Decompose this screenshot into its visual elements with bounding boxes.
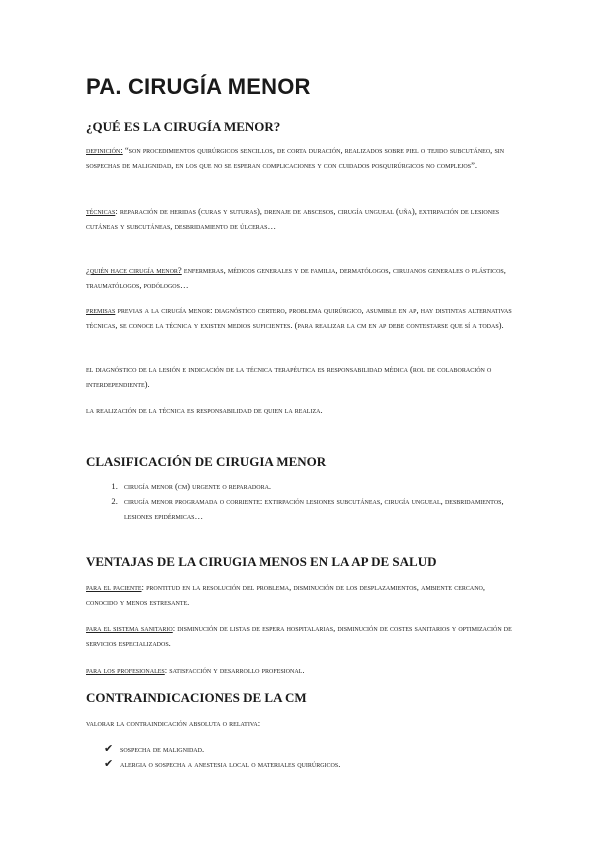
label-quien: ¿quién hace cirugía menor? [86,265,182,275]
list-item-text: sospecha de malignidad. [120,744,205,754]
label-premisas: premisas [86,305,116,315]
text-quien: enfermeras, médicos generales y de familia, dermatólogos, cirujanos generales o plásticos, traumatólogos, podólogos… [86,265,506,290]
paragraph-sistema [86,621,518,651]
label-definicion: definición: [86,145,123,155]
paragraph-profesionales [86,663,518,678]
label-profesionales: para los profesionales [86,665,165,675]
text-tecnicas: : reparación de heridas (curas y suturas), drenaje de abscesos, cirugía ungueal (uña), extirpación de lesiones cutáneas y subcutáneas, desbridamiento de úlceras… [86,206,500,231]
paragraph-contraindicacion-intro: valorar la contraindicación absoluta o relativa: [86,718,261,728]
contraindicaciones-list [104,742,340,772]
list-item [104,757,340,772]
checkmark-icon: ✔ [104,758,114,770]
text-paciente: : prontitud en la resolución del problema, disminución de los desplazamientos, ambiente cercano, conocido y menos estresante. [86,582,486,607]
checkmark-icon: ✔ [104,743,114,755]
paragraph-tecnicas [86,204,518,234]
section-heading-que-es: ¿QUÉ ES LA CIRUGÍA MENOR? [86,119,281,134]
list-item: 2. cirugía menor programada o corriente: extirpación lesiones subcutáneas, cirugía ungueal, desbridamientos, lesiones epidérmicas… [120,494,528,524]
list-item [104,742,340,757]
section-heading-clasificacion: CLASIFICACIÓN DE CIRUGIA MENOR [86,454,327,469]
list-item-text: alergia o sospecha a anestesia local o materiales quirúrgicos. [120,759,341,769]
paragraph-diagnostico: el diagnóstico de la lesión e indicación de la técnica terapéutica es responsabilidad médica (rol de colaboración o interdependiente). [86,364,492,389]
list-item: 1. cirugía menor (cm) urgente o reparadora. [120,479,528,494]
paragraph-definicion [86,143,518,173]
section-heading-contraindicaciones: CONTRAINDICACIONES DE LA CM [86,690,307,705]
label-paciente: para el paciente [86,582,142,592]
paragraph-paciente [86,580,518,610]
text-sistema: : disminución de listas de espera hospitalarias, disminución de costes sanitarios y optimización de servicios especializados. [86,623,512,648]
text-definicion: “son procedimientos quirúrgicos sencillos, de corta duración, realizados sobre piel o tejido subcutáneo, sin sospechas de malignidad, en los que no se esperan complicaciones y con cuidados posquirúrgicos no complejos”. [86,145,505,170]
paragraph-premisas [86,303,518,333]
page-title: PA. CIRUGÍA MENOR [86,74,311,99]
label-tecnicas: técnicas [86,206,116,216]
label-sistema: para el sistema sanitario [86,623,173,633]
text-premisas: previas a la cirugía menor: diagnóstico certero, problema quirúrgico, asumible en ap, hay distintas alternativas técnicas, se conoce la técnica y existen medios suficientes. (para realizar la cm en ap debe contestarse que sí a todas). [86,305,512,330]
section-heading-ventajas: VENTAJAS DE LA CIRUGIA MENOS EN LA AP DE SALUD [86,554,437,569]
paragraph-quien [86,263,518,293]
text-profesionales: : satisfacción y desarrollo profesional. [164,665,305,675]
clasificacion-list [104,479,528,524]
paragraph-realizacion: la realización de la técnica es responsabilidad de quien la realiza. [86,405,323,415]
